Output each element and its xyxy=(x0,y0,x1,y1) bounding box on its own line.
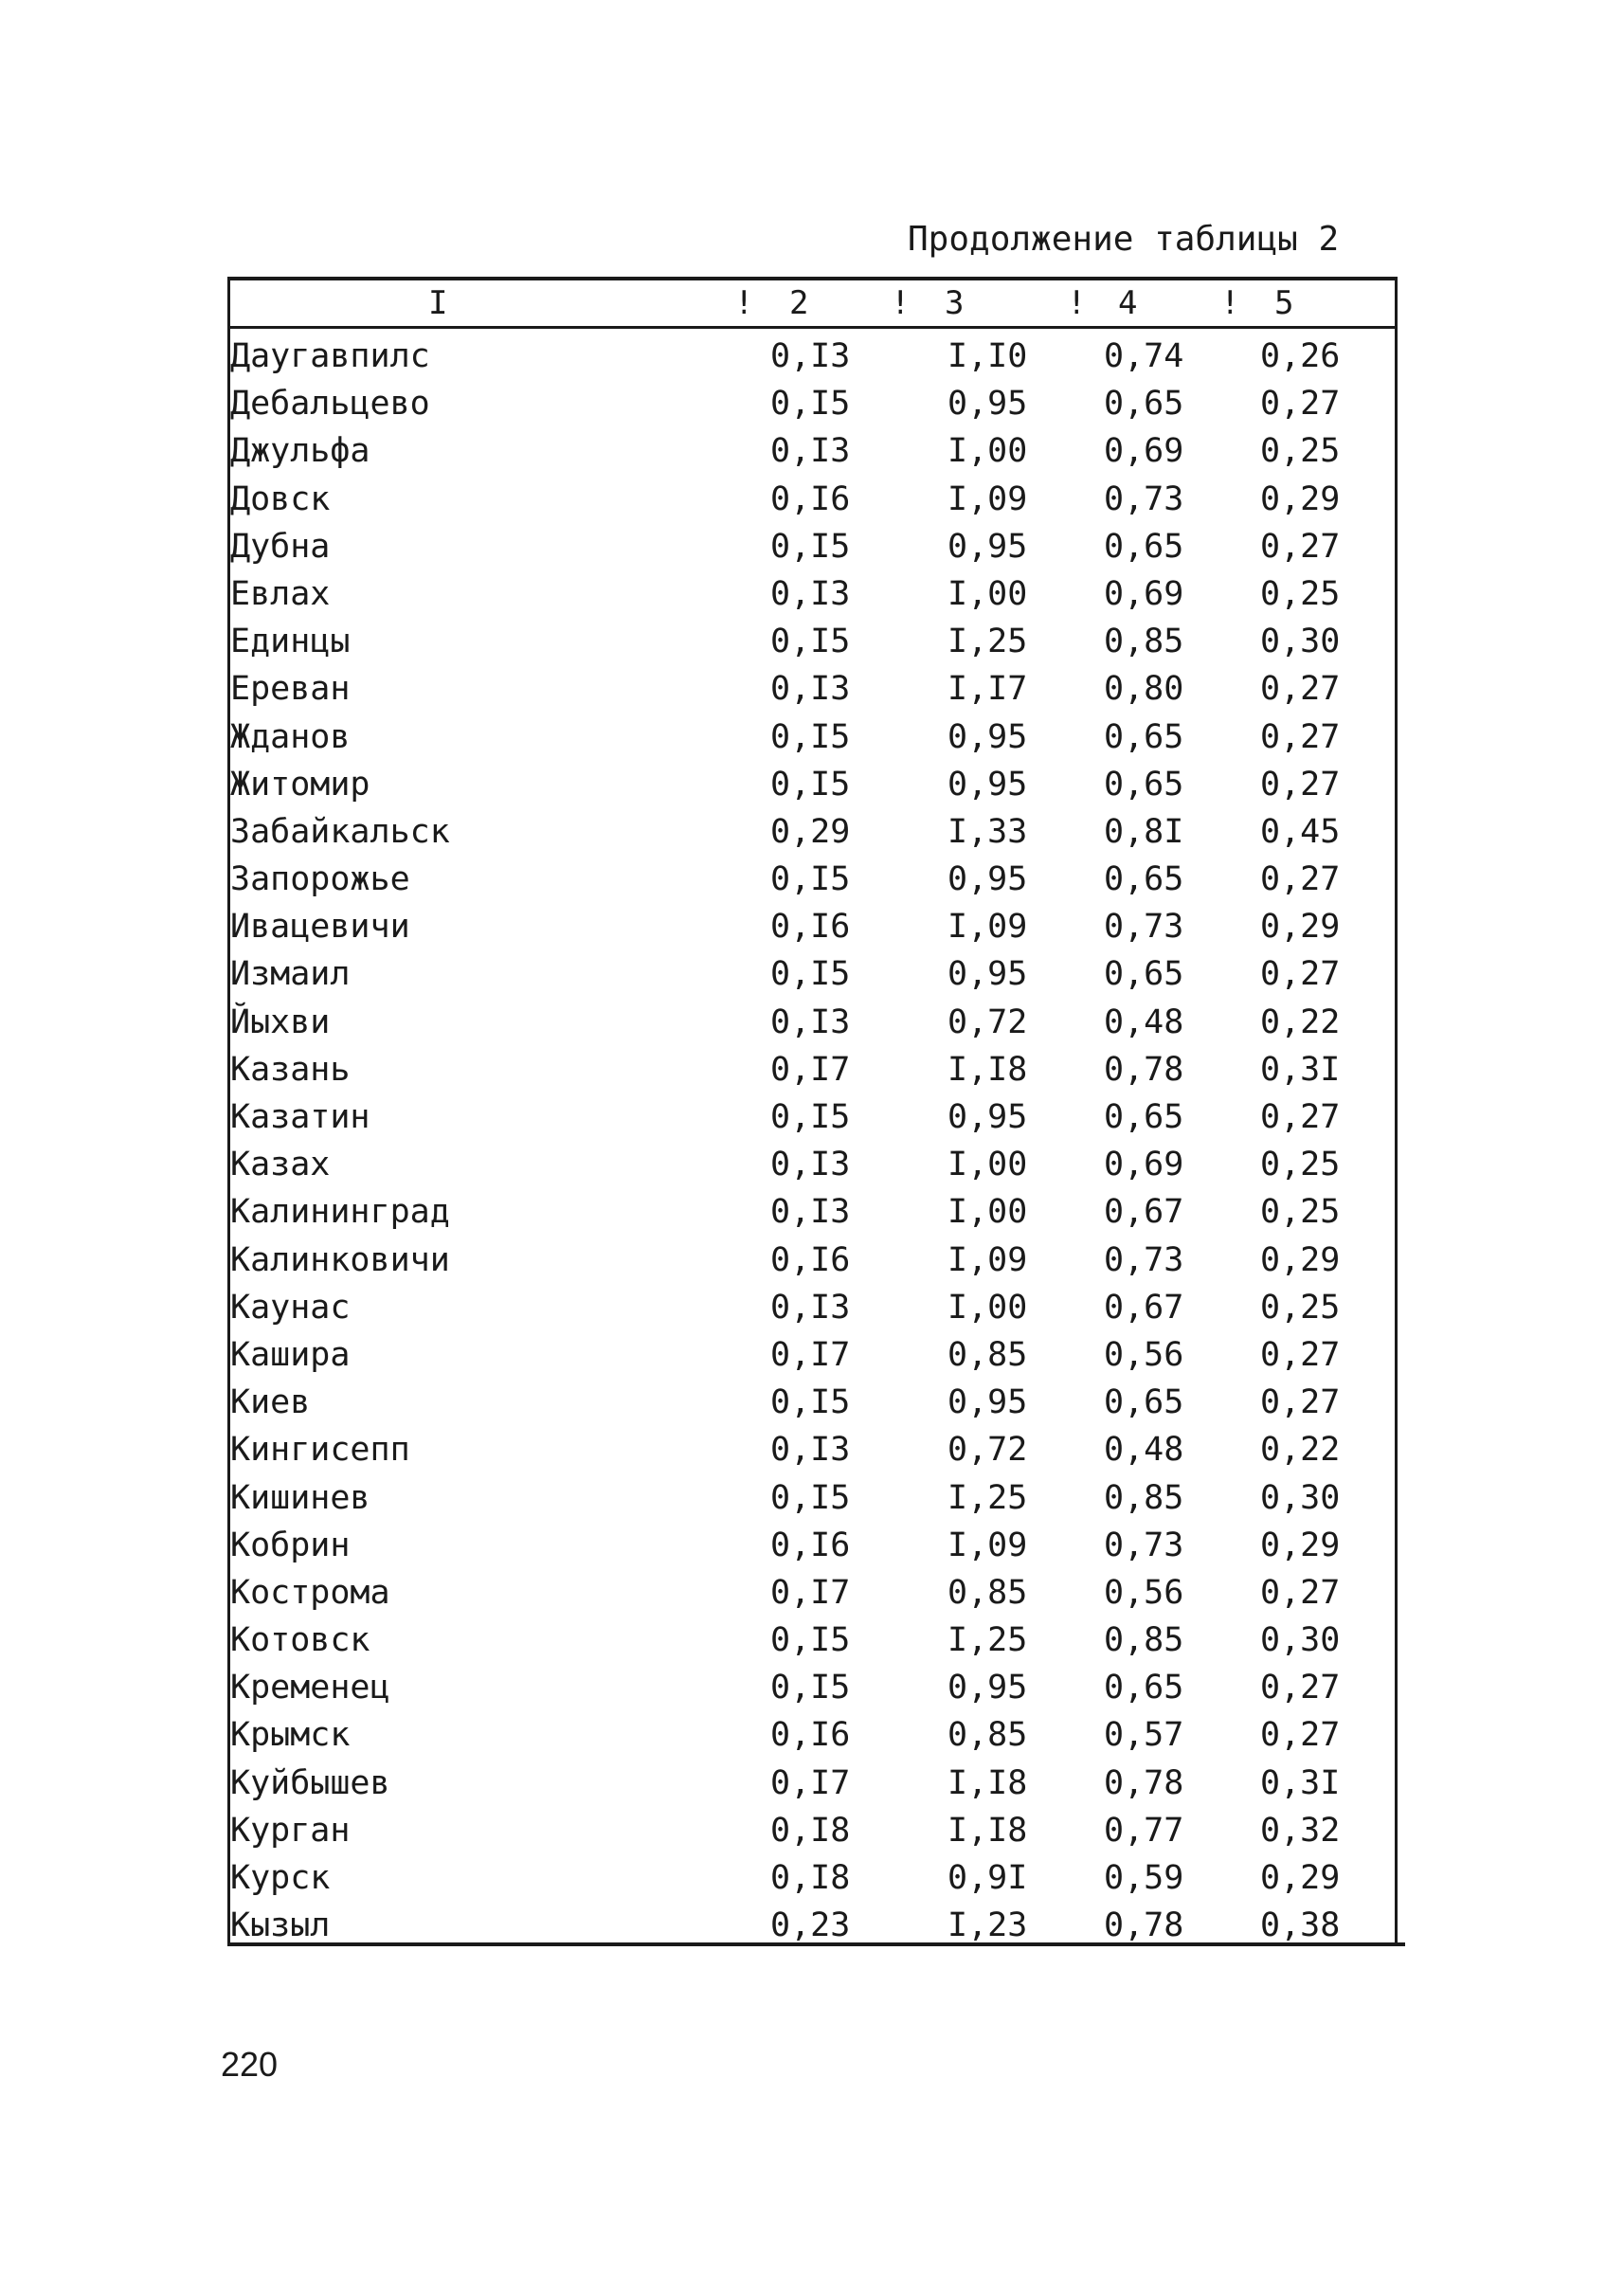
value-col-4: 0,73 xyxy=(1104,1526,1184,1564)
value-col-4: 0,80 xyxy=(1104,670,1184,709)
value-col-5: 0,3I xyxy=(1260,1763,1341,1802)
value-col-3: 0,72 xyxy=(947,1002,1028,1041)
table-row xyxy=(230,665,1396,713)
value-col-4: 0,85 xyxy=(1104,1478,1184,1517)
page-number: 220 xyxy=(221,2045,279,2084)
table-row xyxy=(230,950,1396,998)
value-col-4: 0,85 xyxy=(1104,1621,1184,1660)
table-row xyxy=(230,570,1396,618)
value-col-4: 0,73 xyxy=(1104,479,1184,518)
table-row xyxy=(230,1664,1396,1711)
value-col-5: 0,27 xyxy=(1260,670,1341,709)
value-col-3: I,25 xyxy=(947,1621,1028,1660)
station-name: Крымск xyxy=(230,1716,351,1755)
value-col-4: 0,65 xyxy=(1104,1383,1184,1422)
value-col-4: 0,67 xyxy=(1104,1288,1184,1327)
value-col-2: 0,I6 xyxy=(770,908,851,947)
value-col-3: I,I8 xyxy=(947,1763,1028,1802)
station-name: Измаил xyxy=(230,955,351,994)
value-col-3: 0,95 xyxy=(947,385,1028,424)
value-col-3: I,I8 xyxy=(947,1050,1028,1089)
station-name: Дубна xyxy=(230,527,331,566)
value-col-2: 0,I3 xyxy=(770,670,851,709)
value-col-4: 0,65 xyxy=(1104,527,1184,566)
header-separator-2: ! xyxy=(891,284,911,322)
table-row xyxy=(230,1854,1396,1902)
value-col-3: I,23 xyxy=(947,1906,1028,1945)
table-header-rule xyxy=(227,326,1398,329)
value-col-5: 0,29 xyxy=(1260,1859,1341,1897)
value-col-4: 0,77 xyxy=(1104,1811,1184,1850)
station-name: Казатин xyxy=(230,1098,370,1136)
value-col-3: I,09 xyxy=(947,1240,1028,1279)
value-col-5: 0,27 xyxy=(1260,955,1341,994)
value-col-5: 0,30 xyxy=(1260,1621,1341,1660)
value-col-4: 0,69 xyxy=(1104,574,1184,613)
value-col-2: 0,I6 xyxy=(770,1526,851,1564)
value-col-4: 0,73 xyxy=(1104,908,1184,947)
value-col-5: 0,27 xyxy=(1260,1383,1341,1422)
value-col-2: 0,29 xyxy=(770,812,851,851)
table-row xyxy=(230,1237,1396,1284)
table-row xyxy=(230,903,1396,950)
value-col-5: 0,38 xyxy=(1260,1906,1341,1945)
value-col-4: 0,56 xyxy=(1104,1573,1184,1612)
station-name: Казах xyxy=(230,1146,331,1184)
value-col-5: 0,25 xyxy=(1260,432,1341,471)
header-col-4: 4 xyxy=(1118,284,1138,322)
station-name: Йыхви xyxy=(230,1002,331,1041)
value-col-5: 0,25 xyxy=(1260,1193,1341,1232)
value-col-3: 0,72 xyxy=(947,1431,1028,1470)
station-name: Кострома xyxy=(230,1573,390,1612)
value-col-5: 0,27 xyxy=(1260,527,1341,566)
value-col-3: 0,95 xyxy=(947,717,1028,756)
value-col-2: 0,I6 xyxy=(770,1240,851,1279)
table-row xyxy=(230,1617,1396,1664)
value-col-3: 0,95 xyxy=(947,1383,1028,1422)
table-row xyxy=(230,476,1396,523)
value-col-2: 0,I5 xyxy=(770,1478,851,1517)
value-col-2: 0,I3 xyxy=(770,432,851,471)
value-col-2: 0,I7 xyxy=(770,1573,851,1612)
header-separator-4: ! xyxy=(1220,284,1240,322)
value-col-4: 0,48 xyxy=(1104,1002,1184,1041)
table-row xyxy=(230,1711,1396,1759)
value-col-3: I,09 xyxy=(947,479,1028,518)
header-separator-3: ! xyxy=(1067,284,1087,322)
value-col-4: 0,48 xyxy=(1104,1431,1184,1470)
value-col-2: 0,I3 xyxy=(770,1431,851,1470)
value-col-4: 0,57 xyxy=(1104,1716,1184,1755)
table-row xyxy=(230,1760,1396,1807)
station-name: Киев xyxy=(230,1383,311,1422)
value-col-4: 0,73 xyxy=(1104,1240,1184,1279)
station-name: Кашира xyxy=(230,1335,351,1374)
station-name: Курск xyxy=(230,1859,331,1897)
value-col-3: 0,85 xyxy=(947,1573,1028,1612)
value-col-2: 0,I7 xyxy=(770,1763,851,1802)
header-col-2: 2 xyxy=(789,284,809,322)
value-col-2: 0,I3 xyxy=(770,337,851,375)
station-name: Житомир xyxy=(230,765,370,804)
value-col-2: 0,I6 xyxy=(770,479,851,518)
value-col-5: 0,22 xyxy=(1260,1431,1341,1470)
value-col-2: 0,I7 xyxy=(770,1050,851,1089)
value-col-4: 0,65 xyxy=(1104,1669,1184,1707)
station-name: Ивацевичи xyxy=(230,908,410,947)
value-col-3: 0,95 xyxy=(947,955,1028,994)
header-col-1: I xyxy=(428,284,448,322)
table-body xyxy=(230,333,1396,1949)
table-row xyxy=(230,761,1396,808)
table-row xyxy=(230,1426,1396,1473)
value-col-2: 0,I5 xyxy=(770,385,851,424)
value-col-4: 0,65 xyxy=(1104,717,1184,756)
table-row xyxy=(230,1331,1396,1379)
value-col-3: 0,9I xyxy=(947,1859,1028,1897)
table-row xyxy=(230,1569,1396,1617)
table-row xyxy=(230,1284,1396,1331)
value-col-2: 0,I5 xyxy=(770,527,851,566)
value-col-4: 0,69 xyxy=(1104,1146,1184,1184)
value-col-5: 0,27 xyxy=(1260,1669,1341,1707)
header-col-3: 3 xyxy=(945,284,965,322)
value-col-3: I,00 xyxy=(947,432,1028,471)
value-col-3: 0,85 xyxy=(947,1716,1028,1755)
table-top-rule xyxy=(227,277,1398,280)
value-col-2: 0,I5 xyxy=(770,1621,851,1660)
value-col-4: 0,78 xyxy=(1104,1050,1184,1089)
value-col-5: 0,27 xyxy=(1260,385,1341,424)
value-col-3: I,I7 xyxy=(947,670,1028,709)
station-name: Единцы xyxy=(230,623,351,661)
table-row xyxy=(230,1522,1396,1569)
value-col-2: 0,I3 xyxy=(770,1146,851,1184)
value-col-2: 0,I5 xyxy=(770,1669,851,1707)
value-col-4: 0,56 xyxy=(1104,1335,1184,1374)
value-col-2: 0,I5 xyxy=(770,765,851,804)
value-col-4: 0,65 xyxy=(1104,385,1184,424)
value-col-5: 0,45 xyxy=(1260,812,1341,851)
value-col-5: 0,32 xyxy=(1260,1811,1341,1850)
value-col-2: 0,I5 xyxy=(770,1098,851,1136)
value-col-3: I,00 xyxy=(947,1288,1028,1327)
station-name: Джульфа xyxy=(230,432,370,471)
table-row xyxy=(230,1474,1396,1522)
value-col-2: 0,I8 xyxy=(770,1859,851,1897)
value-col-2: 0,I5 xyxy=(770,955,851,994)
value-col-2: 0,I8 xyxy=(770,1811,851,1850)
value-col-2: 0,I6 xyxy=(770,1716,851,1755)
value-col-3: I,00 xyxy=(947,574,1028,613)
header-separator-1: ! xyxy=(734,284,754,322)
table-row xyxy=(230,1046,1396,1093)
value-col-2: 0,I5 xyxy=(770,1383,851,1422)
value-col-5: 0,25 xyxy=(1260,1146,1341,1184)
value-col-5: 0,25 xyxy=(1260,574,1341,613)
table-row xyxy=(230,427,1396,475)
value-col-5: 0,27 xyxy=(1260,765,1341,804)
value-col-5: 0,29 xyxy=(1260,479,1341,518)
value-col-4: 0,78 xyxy=(1104,1763,1184,1802)
value-col-3: 0,85 xyxy=(947,1335,1028,1374)
station-name: Кишинев xyxy=(230,1478,370,1517)
value-col-4: 0,67 xyxy=(1104,1193,1184,1232)
station-name: Калинковичи xyxy=(230,1240,450,1279)
value-col-2: 0,I3 xyxy=(770,574,851,613)
table-row xyxy=(230,1807,1396,1854)
station-name: Довск xyxy=(230,479,331,518)
table-row xyxy=(230,380,1396,427)
table-row xyxy=(230,808,1396,856)
value-col-4: 0,65 xyxy=(1104,765,1184,804)
station-name: Кременец xyxy=(230,1669,390,1707)
station-name: Ереван xyxy=(230,670,351,709)
value-col-2: 0,I5 xyxy=(770,860,851,899)
value-col-5: 0,27 xyxy=(1260,860,1341,899)
value-col-3: 0,95 xyxy=(947,860,1028,899)
station-name: Кобрин xyxy=(230,1526,351,1564)
table-row xyxy=(230,1379,1396,1426)
value-col-3: I,09 xyxy=(947,1526,1028,1564)
value-col-4: 0,65 xyxy=(1104,860,1184,899)
value-col-3: I,33 xyxy=(947,812,1028,851)
value-col-5: 0,29 xyxy=(1260,908,1341,947)
value-col-3: 0,95 xyxy=(947,1098,1028,1136)
value-col-4: 0,59 xyxy=(1104,1859,1184,1897)
value-col-5: 0,29 xyxy=(1260,1526,1341,1564)
value-col-2: 0,23 xyxy=(770,1906,851,1945)
value-col-5: 0,27 xyxy=(1260,717,1341,756)
value-col-5: 0,29 xyxy=(1260,1240,1341,1279)
value-col-4: 0,74 xyxy=(1104,337,1184,375)
station-name: Запорожье xyxy=(230,860,410,899)
value-col-4: 0,85 xyxy=(1104,623,1184,661)
station-name: Кызыл xyxy=(230,1906,331,1945)
station-name: Куйбышев xyxy=(230,1763,390,1802)
value-col-3: I,00 xyxy=(947,1146,1028,1184)
value-col-2: 0,I3 xyxy=(770,1002,851,1041)
table-row xyxy=(230,1902,1396,1949)
value-col-2: 0,I3 xyxy=(770,1288,851,1327)
value-col-3: I,00 xyxy=(947,1193,1028,1232)
value-col-3: I,09 xyxy=(947,908,1028,947)
table-row xyxy=(230,999,1396,1046)
table-caption: Продолжение таблицы 2 xyxy=(908,220,1340,259)
value-col-2: 0,I5 xyxy=(770,623,851,661)
value-col-2: 0,I5 xyxy=(770,717,851,756)
value-col-5: 0,30 xyxy=(1260,1478,1341,1517)
table-row xyxy=(230,523,1396,570)
table-row xyxy=(230,618,1396,665)
value-col-3: I,I0 xyxy=(947,337,1028,375)
value-col-5: 0,27 xyxy=(1260,1573,1341,1612)
value-col-4: 0,69 xyxy=(1104,432,1184,471)
value-col-5: 0,3I xyxy=(1260,1050,1341,1089)
value-col-5: 0,27 xyxy=(1260,1716,1341,1755)
value-col-3: 0,95 xyxy=(947,527,1028,566)
station-name: Котовск xyxy=(230,1621,370,1660)
table-row xyxy=(230,1093,1396,1141)
header-col-5: 5 xyxy=(1274,284,1294,322)
value-col-5: 0,25 xyxy=(1260,1288,1341,1327)
value-col-5: 0,22 xyxy=(1260,1002,1341,1041)
value-col-5: 0,27 xyxy=(1260,1098,1341,1136)
value-col-3: 0,95 xyxy=(947,1669,1028,1707)
value-col-2: 0,I7 xyxy=(770,1335,851,1374)
station-name: Дебальцево xyxy=(230,385,430,424)
station-name: Калининград xyxy=(230,1193,450,1232)
value-col-4: 0,8I xyxy=(1104,812,1184,851)
value-col-3: 0,95 xyxy=(947,765,1028,804)
value-col-2: 0,I3 xyxy=(770,1193,851,1232)
value-col-4: 0,78 xyxy=(1104,1906,1184,1945)
table-row xyxy=(230,1188,1396,1236)
value-col-5: 0,30 xyxy=(1260,623,1341,661)
station-name: Курган xyxy=(230,1811,351,1850)
value-col-3: I,25 xyxy=(947,623,1028,661)
table-row xyxy=(230,856,1396,903)
value-col-4: 0,65 xyxy=(1104,955,1184,994)
table-row xyxy=(230,1141,1396,1188)
station-name: Каунас xyxy=(230,1288,351,1327)
value-col-5: 0,27 xyxy=(1260,1335,1341,1374)
station-name: Жданов xyxy=(230,717,351,756)
table-row xyxy=(230,713,1396,761)
station-name: Казань xyxy=(230,1050,351,1089)
station-name: Даугавпилс xyxy=(230,337,430,375)
value-col-3: I,25 xyxy=(947,1478,1028,1517)
station-name: Забайкальск xyxy=(230,812,450,851)
station-name: Кингисепп xyxy=(230,1431,410,1470)
value-col-4: 0,65 xyxy=(1104,1098,1184,1136)
value-col-5: 0,26 xyxy=(1260,337,1341,375)
station-name: Евлах xyxy=(230,574,331,613)
table-row xyxy=(230,333,1396,380)
value-col-3: I,I8 xyxy=(947,1811,1028,1850)
